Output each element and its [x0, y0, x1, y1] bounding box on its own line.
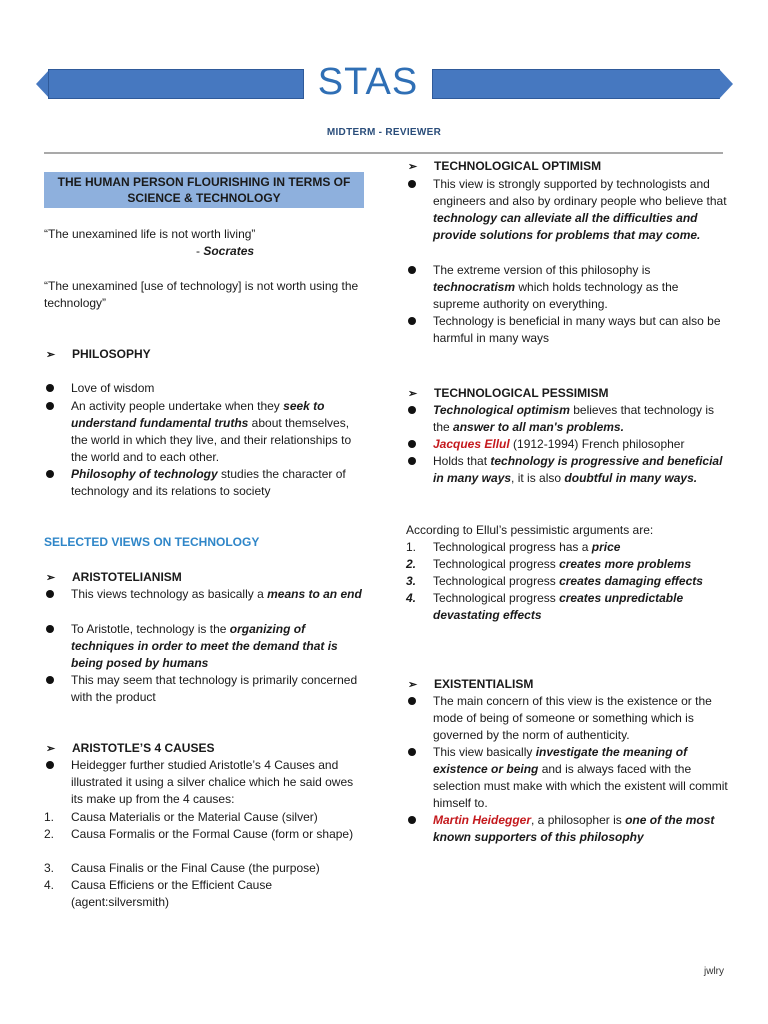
text-run: Technological progress: [433, 557, 560, 571]
bullet-dot-icon: [46, 625, 54, 633]
list-item: [406, 812, 728, 846]
list-item: [44, 757, 364, 808]
quote-author: [196, 243, 356, 260]
emphasis-run: technology is progressive and beneficial in many ways: [433, 454, 723, 485]
emphasis-run: technocratism: [433, 280, 516, 294]
existentialism-heading-text: EXISTENTIALISM: [434, 677, 534, 691]
ellul-intro: According to Ellul’s pessimistic arguments are:: [406, 523, 654, 537]
emphasis-run: creates unpredictable devastating effects: [433, 591, 684, 622]
emphasis-run: investigate the meaning of existence or being: [433, 745, 688, 776]
four-causes-heading-text: ARISTOTLE’S 4 CAUSES: [72, 741, 215, 755]
emphasis-run: one of the most known supporters of this philosophy: [433, 813, 715, 844]
emphasis-run: Philosophy of technology: [71, 467, 218, 481]
item-number: 2.: [406, 557, 417, 571]
item-number: 3.: [44, 861, 55, 875]
emphasis-run: technology can alleviate all the difficulties and provide solutions for problems that may come.: [433, 211, 701, 242]
list-item: [406, 744, 728, 812]
philosophy-heading-text: PHILOSOPHY: [72, 347, 151, 361]
optimism-heading: [408, 158, 601, 176]
emphasis-run: Technological optimism: [433, 403, 570, 417]
aristotelianism-heading: [46, 569, 182, 587]
quote-socrates: [44, 226, 364, 243]
divider: [44, 152, 723, 154]
arrowhead-icon: ➢: [46, 349, 56, 361]
arrowhead-icon: ➢: [46, 743, 56, 755]
bullet-dot-icon: [408, 317, 416, 325]
item-number: 3.: [406, 574, 417, 588]
bullet-dot-icon: [408, 440, 416, 448]
item-text: Causa Formalis or the Formal Cause (form or shape): [71, 827, 354, 841]
four-causes-heading: [46, 740, 214, 758]
text-run: To Aristotle, technology is the: [71, 622, 230, 636]
bullet-dot-icon: [46, 470, 54, 478]
list-item-text: Technology is beneficial in many ways but can also be harmful in many ways: [433, 314, 721, 345]
pessimism-heading: [408, 385, 608, 403]
text-run: Holds that: [433, 454, 491, 468]
list-item: [406, 436, 728, 453]
text-run: and is always faced with the selection must make with which the existent will commit himself to.: [433, 762, 728, 810]
quote-author-dash: -: [196, 244, 204, 258]
list-item-text: Love of wisdom: [71, 381, 155, 395]
page-title: STAS: [317, 61, 419, 103]
quote-author-name: Socrates: [203, 244, 255, 258]
list-item-text: This may seem that technology is primarily concerned with the product: [71, 673, 358, 704]
pessimism-heading-text: TECHNOLOGICAL PESSIMISM: [434, 386, 609, 400]
text-run: Technological progress: [433, 574, 560, 588]
numbered-item: [44, 860, 364, 877]
text-run: This view basically: [433, 745, 536, 759]
bullet-dot-icon: [408, 406, 416, 414]
list-item: [44, 586, 364, 603]
text-run: Technological progress: [433, 591, 560, 605]
arrowhead-icon: ➢: [408, 679, 418, 691]
numbered-item: [406, 539, 728, 556]
item-number: 1.: [44, 810, 55, 824]
list-item: [406, 176, 728, 244]
bullet-dot-icon: [408, 697, 416, 705]
existentialism-heading: [408, 676, 533, 694]
list-item-text: Heidegger further studied Aristotle’s 4 Causes and illustrated it using a silver chalice which he said owes its make up from the 4 causes:: [71, 758, 354, 806]
quote2-text: “The unexamined [use of technology] is not worth using the technology”: [44, 279, 359, 310]
bullet-dot-icon: [46, 590, 54, 598]
arrowhead-icon: ➢: [408, 388, 418, 400]
bullet-dot-icon: [408, 266, 416, 274]
text-run: which holds technology as the supreme authority on everything.: [433, 280, 679, 311]
text-run: This view is strongly supported by technologists and engineers and also by ordinary people who believe that: [433, 177, 727, 208]
list-item: [406, 313, 728, 347]
emphasis-run: creates damaging effects: [559, 574, 703, 588]
item-number: 4.: [44, 878, 55, 892]
text-run: , it is also: [511, 471, 565, 485]
person-name: Jacques Ellul: [433, 437, 510, 451]
text-run: studies the character of technology and its relations to society: [71, 467, 346, 498]
footer-signature: jwlry: [704, 966, 724, 977]
subtitle: MIDTERM - REVIEWER: [326, 127, 442, 138]
optimism-heading-text: TECHNOLOGICAL OPTIMISM: [434, 159, 602, 173]
numbered-item: [406, 590, 728, 624]
text-run: This views technology as basically a: [71, 587, 268, 601]
emphasis-run: organizing of techniques in order to meet the demand that is being posed by humans: [71, 622, 338, 670]
list-item: [44, 466, 364, 500]
list-item: [406, 262, 728, 313]
emphasis-run: means to an end: [267, 587, 362, 601]
person-name: Martin Heidegger: [433, 813, 532, 827]
aristotelianism-heading-text: ARISTOTELIANISM: [72, 570, 182, 584]
bullet-dot-icon: [408, 180, 416, 188]
text-run: believes that technology is the: [433, 403, 714, 434]
item-number: 1.: [406, 540, 417, 554]
item-text: Causa Finalis or the Final Cause (the purpose): [71, 861, 320, 875]
section-box-title-text: THE HUMAN PERSON FLOURISHING IN TERMS OF SCIENCE & TECHNOLOGY: [57, 175, 351, 205]
selected-views-heading: SELECTED VIEWS ON TECHNOLOGY: [44, 535, 260, 549]
emphasis-run: creates more problems: [559, 557, 692, 571]
bullet-dot-icon: [408, 748, 416, 756]
text-run: An activity people undertake when they: [71, 399, 284, 413]
list-item: [44, 380, 364, 397]
bullet-dot-icon: [46, 384, 54, 392]
item-number: 4.: [406, 591, 417, 605]
banner-right-bar: [432, 69, 720, 99]
item-text: Causa Materialis or the Material Cause (silver): [71, 810, 318, 824]
item-text: Causa Efficiens or the Efficient Cause (agent:silversmith): [71, 878, 272, 909]
bullet-dot-icon: [46, 676, 54, 684]
emphasis-run: seek to understand fundamental truths: [71, 399, 325, 430]
numbered-item: [44, 809, 364, 826]
emphasis-run: price: [591, 540, 621, 554]
text-run: The extreme version of this philosophy is: [433, 263, 651, 277]
text-run: Technological progress has a: [433, 540, 592, 554]
bullet-dot-icon: [46, 402, 54, 410]
item-number: 2.: [44, 827, 55, 841]
philosophy-heading: [46, 346, 151, 364]
list-item: [44, 398, 364, 466]
banner-right-arrow-icon: [719, 69, 733, 99]
section-box-title: [44, 172, 364, 208]
emphasis-run: doubtful in many ways.: [564, 471, 698, 485]
numbered-item: [406, 556, 728, 573]
list-item: [406, 402, 728, 436]
list-item: [44, 672, 364, 706]
numbered-item: [44, 826, 364, 843]
banner-left-bar: [48, 69, 304, 99]
emphasis-run: answer to all man's problems.: [453, 420, 624, 434]
text-run: (1912-1994) French philosopher: [509, 437, 685, 451]
list-item: [406, 453, 728, 487]
list-item: [44, 621, 364, 672]
quote-technology: [44, 278, 364, 312]
bullet-dot-icon: [46, 761, 54, 769]
text-run: about themselves, the world in which they live, and their relationships to the world and to each other.: [71, 416, 352, 464]
quote-text: “The unexamined life is not worth living”: [44, 227, 256, 241]
numbered-item: [44, 877, 364, 911]
bullet-dot-icon: [408, 457, 416, 465]
list-item: [406, 693, 728, 744]
arrowhead-icon: ➢: [408, 161, 418, 173]
bullet-dot-icon: [408, 816, 416, 824]
text-run: , a philosopher is: [531, 813, 626, 827]
arrowhead-icon: ➢: [46, 572, 56, 584]
numbered-item: [406, 573, 728, 590]
list-item-text: The main concern of this view is the existence or the mode of being of someone or something which is governed by the norm of authenticity.: [433, 694, 712, 742]
